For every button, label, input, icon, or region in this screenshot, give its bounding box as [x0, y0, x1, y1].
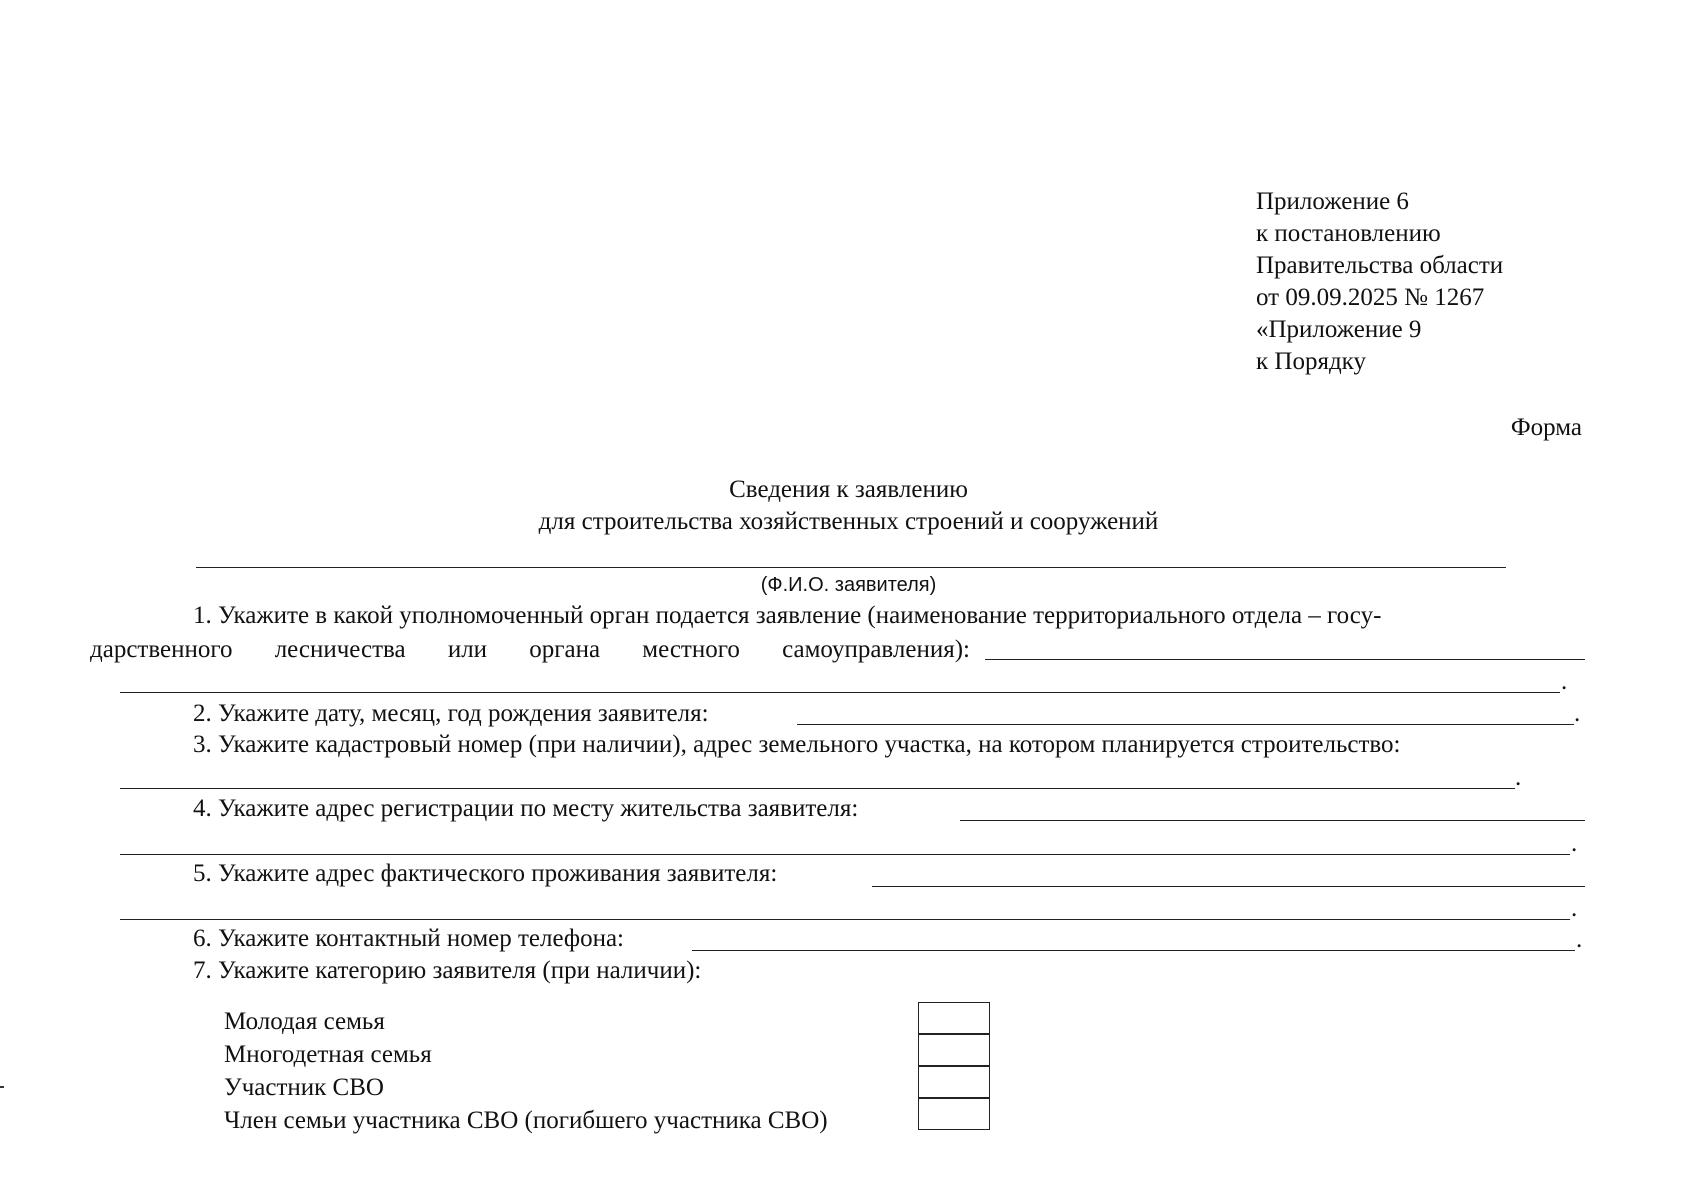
attachment-line: от 09.09.2025 № 1267	[1256, 284, 1485, 311]
question-1-word: дарственного	[90, 636, 233, 663]
applicant-name-caption: (Ф.И.О. заявителя)	[760, 574, 937, 596]
question-1-text: 1. Укажите в какой уполномоченный орган подается заявление (наименование территориального отдела – госу-	[193, 602, 1382, 629]
period-mark: .	[1515, 764, 1522, 791]
question-5-answer-field-cont[interactable]	[120, 919, 1570, 920]
period-mark: .	[1574, 700, 1581, 727]
question-1-word: или	[447, 636, 488, 663]
question-7-text: 7. Укажите категорию заявителя (при наличии):	[193, 957, 702, 984]
category-checkbox-svo-family-member[interactable]	[918, 1098, 990, 1130]
question-5-answer-field[interactable]	[872, 886, 1585, 887]
attachment-line: к Порядку	[1256, 348, 1366, 375]
category-label: Молодая семья	[224, 1008, 385, 1035]
category-checkbox-svo-participant[interactable]	[918, 1066, 990, 1098]
question-1-word: самоуправления):	[782, 636, 970, 663]
question-3-text: 3. Укажите кадастровый номер (при наличии), адрес земельного участка, на котором планируется строительство:	[193, 731, 1401, 758]
period-mark: .	[1571, 895, 1578, 922]
attachment-line: Правительства области	[1256, 252, 1504, 279]
question-6-text: 6. Укажите контактный номер телефона:	[193, 925, 625, 952]
question-4-answer-field[interactable]	[960, 820, 1585, 821]
attachment-line: «Приложение 9	[1256, 316, 1422, 343]
question-4-answer-field-cont[interactable]	[120, 854, 1570, 855]
question-6-answer-field[interactable]	[692, 950, 1575, 951]
period-mark: .	[1571, 830, 1578, 857]
form-label: Форма	[1510, 414, 1582, 441]
question-3-answer-field[interactable]	[120, 788, 1515, 789]
period-mark: .	[1576, 926, 1583, 953]
category-checkbox-large-family[interactable]	[918, 1034, 990, 1066]
document-title: Сведения к заявлению	[729, 476, 968, 503]
question-4-text: 4. Укажите адрес регистрации по месту жительства заявителя:	[193, 795, 859, 822]
attachment-line: Приложение 6	[1256, 188, 1409, 215]
margin-mark	[0, 1086, 4, 1088]
category-label: Член семьи участника СВО (погибшего участника СВО)	[224, 1107, 828, 1134]
question-2-answer-field[interactable]	[797, 724, 1574, 725]
document-subtitle: для строительства хозяйственных строений и сооружений	[538, 508, 1159, 535]
question-2-text: 2. Укажите дату, месяц, год рождения заявителя:	[193, 700, 709, 727]
question-1-word: лесничества	[274, 636, 406, 663]
question-1-text-cont	[90, 636, 970, 664]
question-1-answer-field-cont[interactable]	[120, 692, 1560, 693]
category-label: Участник СВО	[224, 1074, 384, 1101]
period-mark: .	[1561, 668, 1568, 695]
question-1-answer-field[interactable]	[985, 659, 1585, 660]
question-1-word: местного	[642, 636, 740, 663]
applicant-name-field[interactable]	[196, 567, 1506, 568]
category-label: Многодетная семья	[224, 1041, 432, 1068]
question-1-word: органа	[529, 636, 601, 663]
category-checkbox-young-family[interactable]	[918, 1002, 990, 1034]
attachment-line: к постановлению	[1256, 220, 1441, 247]
attachment-header	[1256, 186, 1503, 378]
question-5-text: 5. Укажите адрес фактического проживания заявителя:	[193, 860, 778, 887]
